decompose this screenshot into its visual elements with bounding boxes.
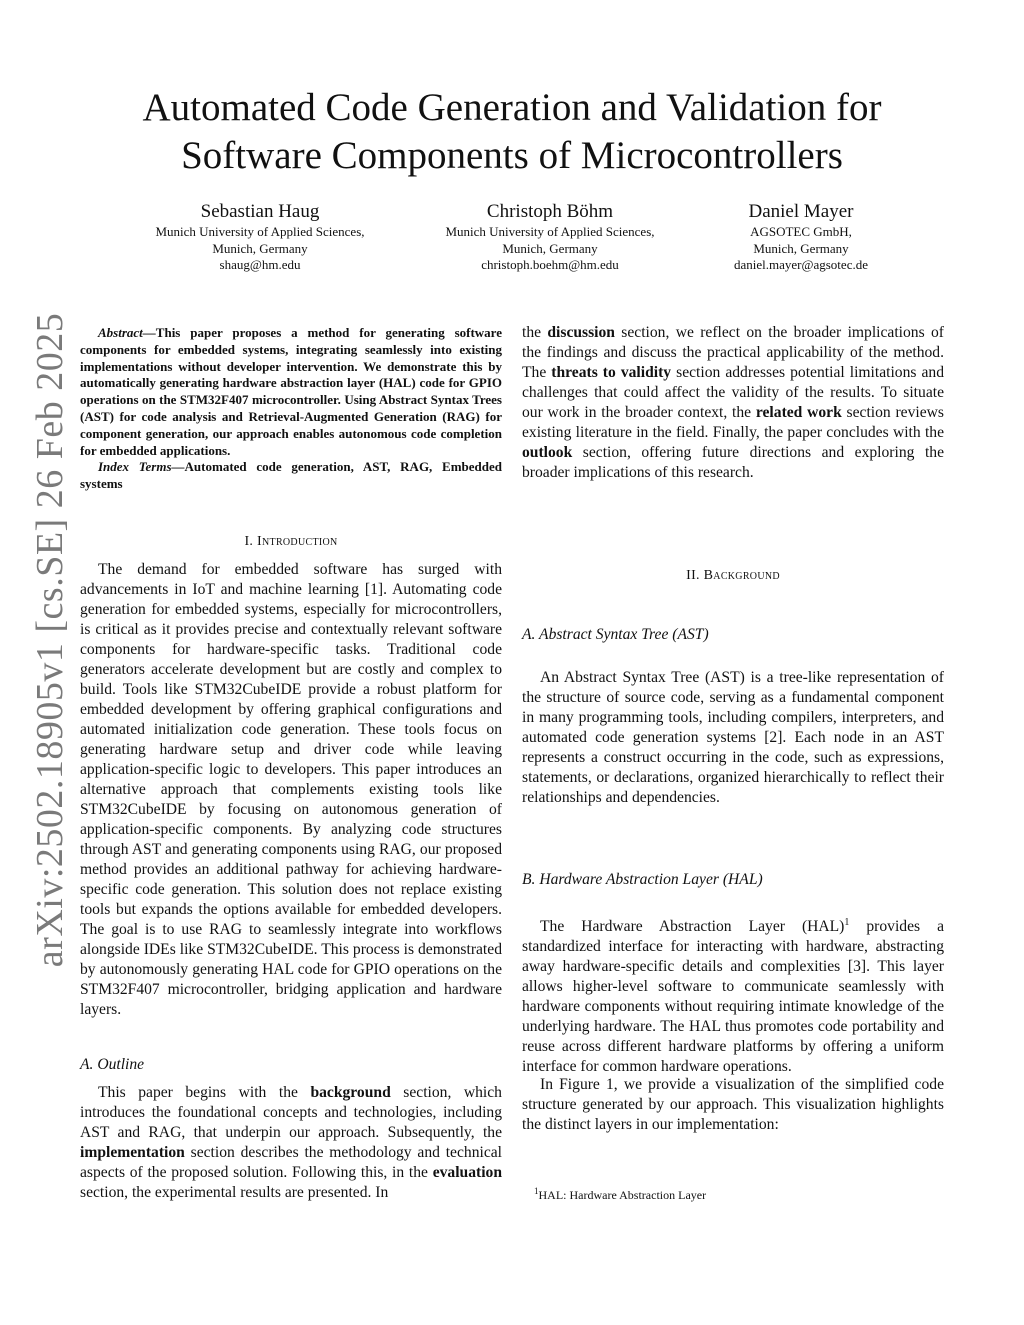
author-email: daniel.mayer@agsotec.de	[734, 257, 868, 272]
author-email: shaug@hm.edu	[219, 257, 301, 272]
author-affiliation: AGSOTEC GmbH,	[750, 224, 852, 239]
author-email: christoph.boehm@hm.edu	[481, 257, 619, 272]
author-name: Sebastian Haug	[200, 201, 320, 222]
title-line-2: Software Components of Microcontrollers	[181, 134, 843, 177]
author-affiliation: Munich University of Applied Sciences,	[445, 224, 655, 239]
author-1	[140, 200, 380, 274]
section-heading-introduction: I. Introduction	[244, 534, 338, 549]
figure-intro-paragraph: In Figure 1, we provide a visualization of the simplified code structure generated by our approach. This visualization highlights the distinct layers in our implementation:	[522, 1076, 944, 1133]
arxiv-id: arXiv:2502.18905v1 [cs.SE] 26 Feb 2025	[29, 312, 71, 968]
outline-paragraph-left: This paper begins with the background section, which introduces the foundational concepts and technologies, including AST and RAG, that underpin our approach. Subsequently, the implementation section describes the methodology and technical aspects of the proposed solution. Following this, in the evaluation section, the experimental results are presented. In	[80, 1084, 502, 1201]
outline-paragraph-right: the discussion section, we reflect on the broader implications of the findings and discuss the practical applicability of the method. The threats to validity section addresses potential limitations and challenges that could affect the validity of the results. To situate our work in the broader context, the related work section reviews existing literature in the field. Finally, the paper concludes with the outlook section, offering future directions and exploring the broader implications of this research.	[522, 324, 944, 481]
intro-paragraph: The demand for embedded software has surged with advancements in IoT and machine learning [1]. Automating code generation for embedded systems, especially for microcontrollers, is critical as it provides precise and contextually relevant software components for hardware-specific tasks. Traditional code generators accelerate development but are costly and complex to build. Tools like STM32CubeIDE provide a robust platform for embedded development by offering graphical configurations and automated initialization code generation. These tools focus on generating hardware setup and driver code while leaving application-specific logic to developers. This paper introduces an alternative approach that complements existing tools like STM32CubeIDE by focusing on autonomous generation of application-specific components. By analyzing code structures through AST and generating components using RAG, our proposed method provides an additional pathway for achieving hardware-specific code generation. This solution does not replace existing tools but expands the options available for embedded developers. The goal is to use RAG to seamlessly integrate into workflows alongside IDEs like STM32CubeIDE. This process is demonstrated by autonomously generating HAL code for GPIO operations on the STM32F407 microcontroller, bridging application and hardware layers.	[80, 561, 502, 1018]
arxiv-sidebar	[28, 312, 72, 968]
author-location: Munich, Germany	[753, 240, 849, 256]
abstract-label: Abstract—	[98, 325, 156, 340]
footnote: $^1$HAL: Hardware Abstraction Layer	[534, 1186, 707, 1202]
paper-title	[90, 84, 934, 180]
hal-paragraph: The Hardware Abstraction Layer (HAL)$^1$ provides a standardized interface for interacting with hardware, abstracting away hardware-specific details and complexities [3]. This layer allows higher-level software to communicate seamlessly with hardware components without requiring intimate knowledge of the underlying hardware. The HAL thus promotes code portability and reuse across different hardware platforms by offering a uniform interface for common hardware operations.	[522, 917, 944, 1076]
index-terms-label: Index Terms—	[98, 459, 185, 475]
index-terms-text: Automated code generation, AST, RAG, Embedded systems	[80, 459, 502, 492]
author-location: Munich, Germany	[502, 240, 598, 256]
author-2	[430, 200, 670, 274]
author-3	[710, 200, 892, 274]
section-heading-background: II. Background	[686, 568, 780, 583]
abstract	[80, 325, 502, 493]
author-name: Christoph Böhm	[486, 201, 614, 222]
author-affiliation: Munich University of Applied Sciences,	[155, 224, 365, 239]
ast-paragraph: An Abstract Syntax Tree (AST) is a tree-like representation of the structure of source code, serving as a fundamental component in many programming tools, including compilers, interpreters, and automated code generation systems [2]. Each node in an AST represents a construct occurring in the code, such as expressions, statements, or declarations, organized hierarchically to reflect their relationships and dependencies.	[522, 669, 944, 806]
outline-heading: A. Outline	[80, 1056, 145, 1073]
author-location: Munich, Germany	[212, 240, 308, 256]
title-line-1: Automated Code Generation and Validation for	[142, 86, 882, 129]
ast-heading: A. Abstract Syntax Tree (AST)	[522, 626, 709, 643]
abstract-text: This paper proposes a method for generating software components for embedded systems, integrating seamlessly into existing implementations without developer intervention. We demonstrate this by automatically generating hardware abstraction layer (HAL) code for GPIO operations on the STM32F407 microcontroller. Using Abstract Syntax Trees (AST) for code analysis and Retrieval-Augmented Generation (RAG) for component generation, our approach enables autonomous code completion for embedded applications.	[80, 325, 502, 458]
author-name: Daniel Mayer	[748, 201, 854, 222]
hal-heading: B. Hardware Abstraction Layer (HAL)	[522, 871, 763, 888]
